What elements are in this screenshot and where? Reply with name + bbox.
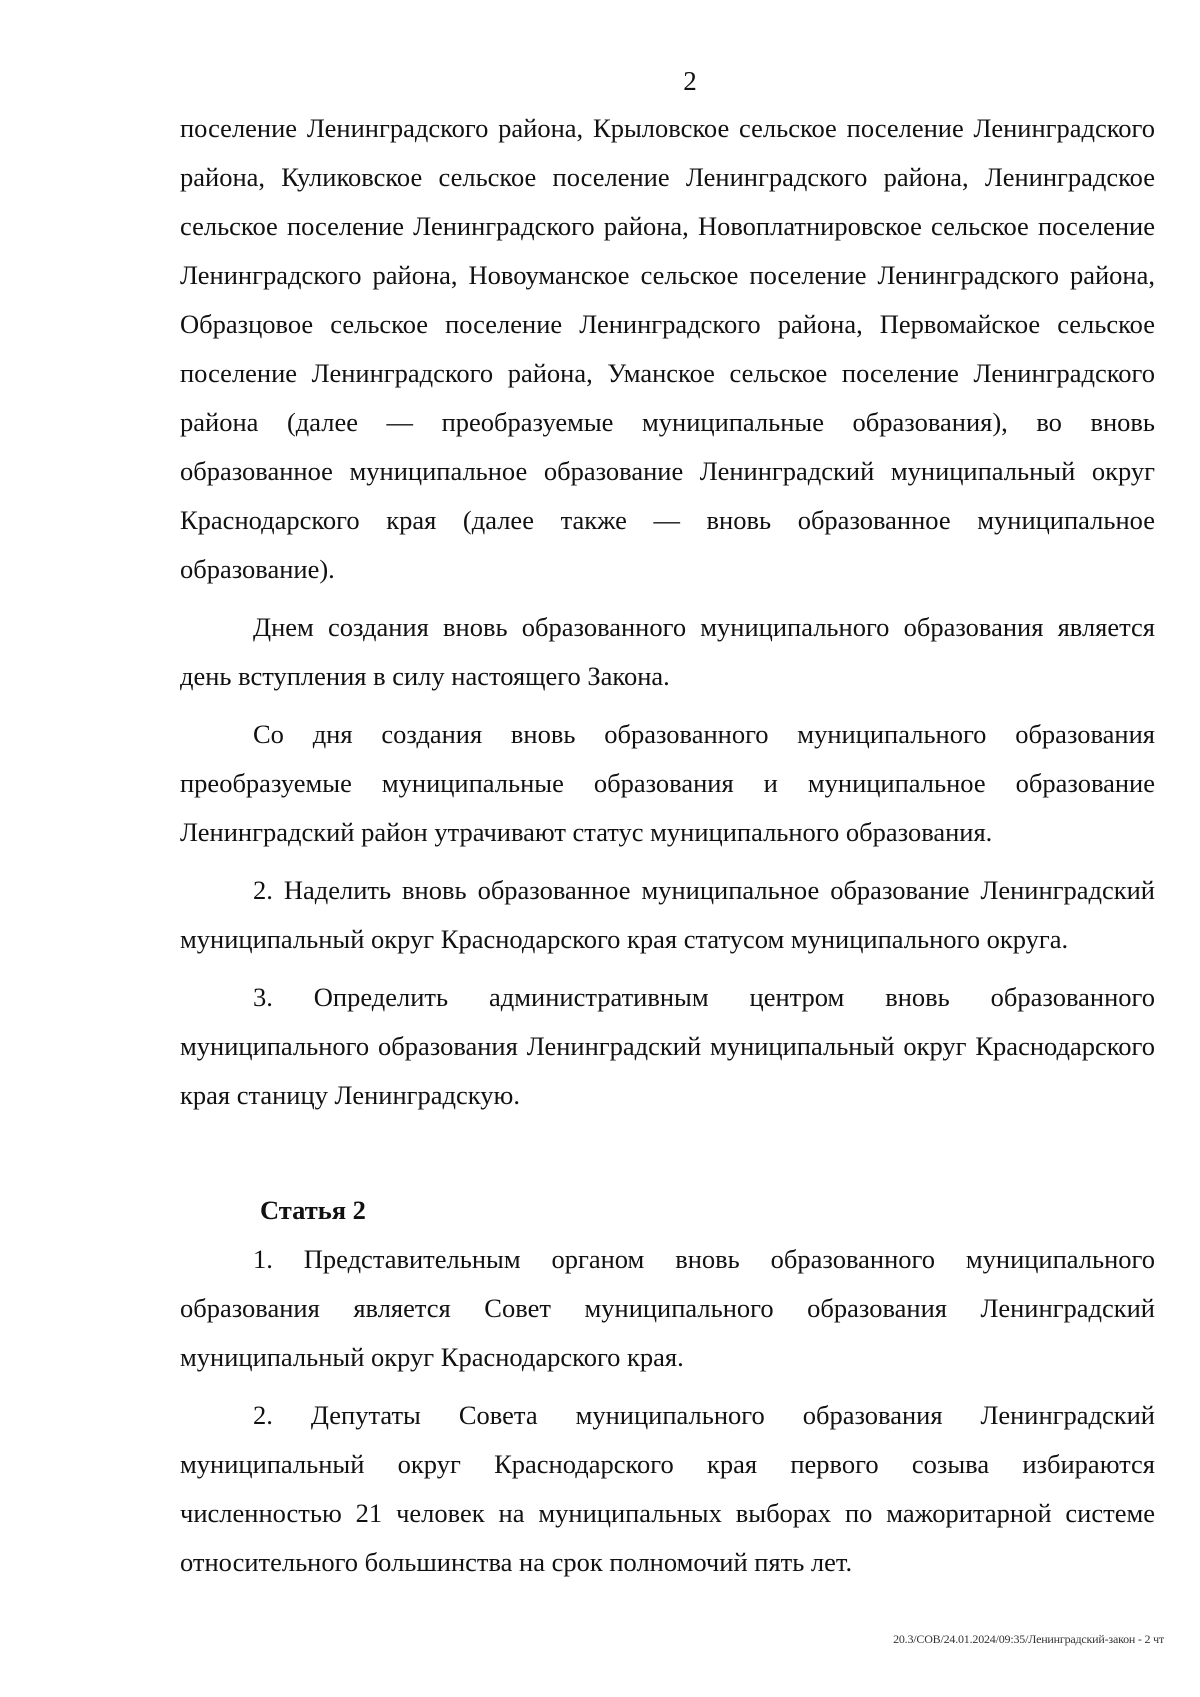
- article2-item-2: 2. Депутаты Совета муниципального образования Ленинградский муниципальный округ Краснодарского края первого созыва избираются численностью 21 человек на муниципальных выборах по мажоритарной системе относительного большинства на срок полномочий пять лет.: [180, 1400, 1155, 1577]
- article-heading: Статья 2: [260, 1195, 366, 1225]
- document-footer-code: 20.3/СОВ/24.01.2024/09:35/Ленинградский-закон - 2 чт: [893, 1632, 1164, 1646]
- article2-item-1: 1. Представительным органом вновь образованного муниципального образования является Совет муниципального образования Ленинградский муниципальный округ Краснодарского края.: [180, 1244, 1155, 1372]
- paragraph-status-loss: Со дня создания вновь образованного муниципального образования преобразуемые муниципальные образования и муниципальное образование Ленинградский район утрачивают статус муниципального образования.: [180, 719, 1155, 847]
- document-body: [180, 104, 1155, 1587]
- page-number: 2: [683, 66, 697, 96]
- paragraph-item-3: 3. Определить административным центром вновь образованного муниципального образования Ленинградский муниципальный округ Краснодарского края станицу Ленинградскую.: [180, 982, 1155, 1110]
- paragraph-item-2: 2. Наделить вновь образованное муниципальное образование Ленинградский муниципальный округ Краснодарского края статусом муниципального округа.: [180, 875, 1155, 954]
- paragraph-creation-day: Днем создания вновь образованного муниципального образования является день вступления в силу настоящего Закона.: [180, 612, 1155, 691]
- paragraph-continuation: поселение Ленинградского района, Крыловское сельское поселение Ленинградского района, Куликовское сельское поселение Ленинградского района, Ленинградское сельское поселение Ленинградского района, Новоплатнировское сельское поселение Ленинградского района, Новоуманское сельское поселение Ленинградского района, Образцовое сельское поселение Ленинградского района, Первомайское сельское поселение Ленинградского района, Уманское сельское поселение Ленинградского района (далее — преобразуемые муниципальные образования), во вновь образованное муниципальное образование Ленинградский муниципальный округ Краснодарского края (далее также — вновь образованное муниципальное образование).: [180, 113, 1155, 584]
